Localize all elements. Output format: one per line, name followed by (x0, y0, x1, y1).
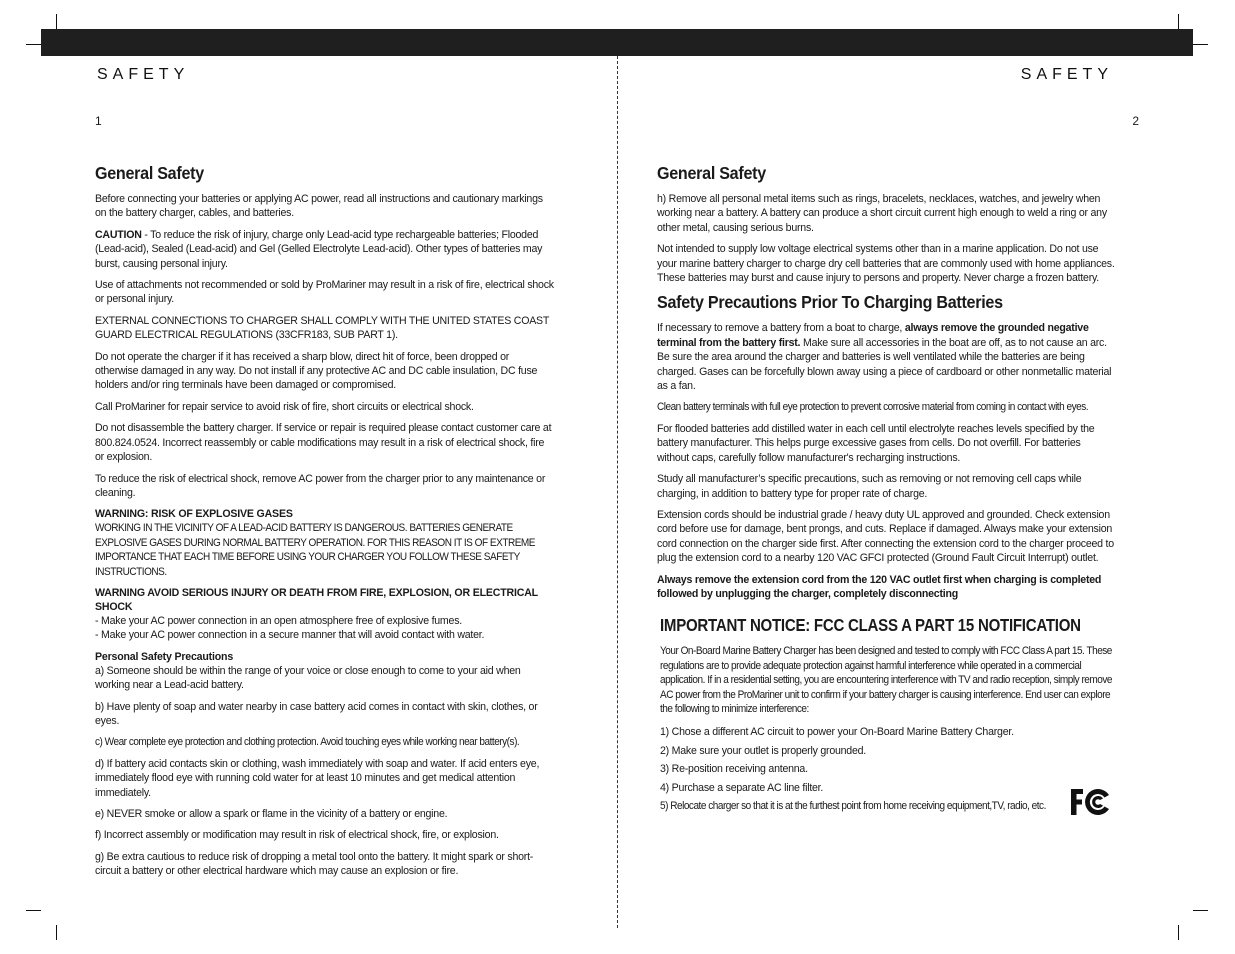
warning-injury-title: WARNING AVOID SERIOUS INJURY OR DEATH FROM FIRE, EXPLOSION, OR ELECTRICAL SHOCK (95, 586, 538, 613)
paragraph-flooded: For flooded batteries add distilled water in each cell until electrolyte reaches levels specified by the battery manufacturer. This helps purge excessive gases from cells. Do not overfill. For batteries without caps, carefully follow manufacturer's recharging instructions. (657, 422, 1095, 464)
paragraph-disassemble: Do not disassemble the battery charger. If service or repair is required please contact customer care at 800.824.0524. Incorrect reassembly or cable modifications may result in a risk of electrical shock, fire or explosion. (95, 422, 552, 464)
warning-gases-title: WARNING: RISK OF EXPLOSIVE GASES (95, 508, 293, 521)
paragraph-remove-battery (657, 321, 1115, 393)
crop-mark (1178, 925, 1179, 940)
crop-mark (1193, 44, 1208, 45)
warning-injury-item: - Make your AC power connection in an open atmosphere free of explosive fumes. (95, 614, 462, 627)
paragraph-intro: Before connecting your batteries or applying AC power, read all instructions and cautionary markings on the battery charger, cables, and batteries. (95, 193, 543, 220)
paragraph-metal-items: h) Remove all personal metal items such as rings, bracelets, necklaces, watches, and jewelry when working near a battery. A battery can produce a short circuit current high enough to weld a ring or any other metal, causing serious burns. (657, 193, 1107, 234)
paragraph-external: EXTERNAL CONNECTIONS TO CHARGER SHALL COMPLY WITH THE UNITED STATES COAST GUARD ELECTRICAL REGULATIONS (33CFR183, SUB PART 1). (95, 314, 549, 342)
paragraph-notice: Your On-Board Marine Battery Charger has been designed and tested to comply with FCC Class A part 15. These regulations are to provide adequate protection against harmful interference while operated in a commercial application. If in a residential setting, you are encountering interference with TV and radio reception, simply remove AC power from the ProMariner unit to confirm if your battery charger is causing interference. End user can explore the following to minimize interference: (660, 645, 1112, 715)
paragraph-extension: Extension cords should be industrial grade / heavy duty UL approved and grounded. Check extension cord before use for damage, bent prongs, and cuts. Replace if damaged. Always make your extension cord connection on the charger side first. After connecting the extension cord to the charger proceed to plug the extension cord to a nearby 120 VAC GFCI protected (Ground Fault Circuit Interrupt) outlet. (657, 508, 1114, 565)
warning-gases-text: WORKING IN THE VICINITY OF A LEAD-ACID BATTERY IS DANGEROUS. BATTERIES GENERATE EXPLOSIVE GASES DURING NORMAL BATTERY OPERATION. FOR THIS REASON IT IS OF EXTREME IMPORTANCE THAT EACH TIME BEFORE USING YOUR CHARGER YOU FOLLOW THESE SAFETY INSTRUCTIONS. (95, 522, 535, 578)
notice-heading: IMPORTANT NOTICE: FCC CLASS A PART 15 NOTIFICATION (660, 615, 1081, 636)
fcc-list-item: 2) Make sure your outlet is properly grounded. (660, 744, 866, 757)
crop-mark (26, 910, 41, 911)
section-heading: General Safety (657, 163, 766, 183)
fcc-list-item: 3) Re-position receiving antenna. (660, 763, 808, 776)
paragraph-caution (95, 228, 555, 271)
page-right-content (657, 163, 1117, 820)
fcc-logo-icon (1069, 786, 1113, 818)
precautions-heading: Safety Precautions Prior To Charging Batteries (657, 292, 1003, 313)
caution-label: CAUTION (95, 228, 142, 241)
fcc-list-item: 4) Purchase a separate AC line filter. (660, 781, 824, 794)
remove-text-bold: always remove the grounded negative terminal from the battery first. (657, 322, 1089, 349)
page-header: SAFETY (1020, 66, 1113, 83)
paragraph-not-intended: Not intended to supply low voltage electrical systems other than in a marine application. Do not use your marine battery charger to charge dry cell batteries that are commonly used with home appliances. These batteries may burst and cause injury to persons and property. Never charge a frozen battery. (657, 243, 1115, 285)
warning-injury-item: - Make your AC power connection in a secure manner that will avoid contact with water. (95, 629, 485, 642)
personal-safety-item: b) Have plenty of soap and water nearby in case battery acid comes in contact with skin, clothes, or eyes. (95, 700, 538, 727)
crop-mark (26, 44, 41, 45)
paragraph-attachments: Use of attachments not recommended or sold by ProMariner may result in a risk of fire, electrical shock or personal injury. (95, 279, 554, 306)
personal-safety-item: a) Someone should be within the range of your voice or close enough to come to your aid when working near a Lead-acid battery. (95, 664, 521, 692)
remove-text-pre: If necessary to remove a battery from a boat to charge, (657, 322, 905, 335)
crop-mark (56, 925, 57, 940)
page-header: SAFETY (97, 66, 190, 83)
paragraph-do-not-operate: Do not operate the charger if it has received a sharp blow, direct hit of force, been dropped or otherwise damaged in any way. Do not install if any protective AC and DC cable insulation, DC fuse holders and/or ring terminals have been damaged or compromised. (95, 350, 538, 392)
paragraph-study: Study all manufacturer’s specific precautions, such as removing or not removing cell caps while charging, in addition to battery type for proper rate of charge. (657, 473, 1082, 500)
paragraph-call: Call ProMariner for repair service to avoid risk of fire, short circuits or electrical shock. (95, 400, 474, 413)
fcc-list-item: 5) Relocate charger so that it is at the furthest point from home receiving equipment,TV, radio, etc. (660, 800, 1046, 812)
personal-safety-item: d) If battery acid contacts skin or clothing, wash immediately with soap and water. If acid enters eye, immediately flood eye with running cold water for at least 10 minutes and get medical attention immediately. (95, 757, 540, 799)
crop-mark (1193, 910, 1208, 911)
page-number: 1 (95, 114, 102, 128)
remove-text-post: Make sure all accessories in the boat are off, as to not cause an arc. Be sure the area around the charger and batteries is well ventilated while the batteries are being charged. Gases can be forcefully blown away using a piece of cardboard or other nonmetallic material as a fan. (657, 336, 1112, 393)
personal-safety-item: e) NEVER smoke or allow a spark or flame in the vicinity of a battery or engine. (95, 808, 448, 820)
crop-mark (56, 14, 57, 29)
personal-safety-item: f) Incorrect assembly or modification may result in risk of electrical shock, fire, or explosion. (95, 829, 499, 842)
personal-safety-item: c) Wear complete eye protection and clothing protection. Avoid touching eyes while working near battery(s). (95, 736, 520, 749)
paragraph-reduce-risk: To reduce the risk of electrical shock, remove AC power from the charger prior to any maintenance or cleaning. (95, 472, 546, 499)
paragraph-clean: Clean battery terminals with full eye protection to prevent corrosive material from coming in contact with eyes. (657, 401, 1089, 414)
section-heading: General Safety (95, 163, 204, 183)
personal-safety-title: Personal Safety Precautions (95, 650, 234, 663)
top-bar (41, 29, 1193, 56)
page-number: 2 (1132, 114, 1139, 128)
fold-line (617, 56, 618, 928)
fcc-list-item: 1) Chose a different AC circuit to power your On-Board Marine Battery Charger. (660, 726, 1014, 739)
caution-text: - To reduce the risk of injury, charge only Lead-acid type rechargeable batteries; Flooded (Lead-acid), Sealed (Lead-acid) and Gel (Gelled Electrolyte Lead-acid). Other types of batteries may burst, causing personal injury. (95, 228, 543, 270)
personal-safety-item: g) Be extra cautious to reduce risk of dropping a metal tool onto the battery. It might spark or short-circuit a battery or other electrical hardware which may cause an explosion or fire. (95, 850, 534, 878)
page-left-content (95, 163, 557, 886)
paragraph-always-remove: Always remove the extension cord from the 120 VAC outlet first when charging is completed followed by unplugging the charger, completely disconnecting (657, 573, 1102, 600)
crop-mark (1178, 14, 1179, 29)
